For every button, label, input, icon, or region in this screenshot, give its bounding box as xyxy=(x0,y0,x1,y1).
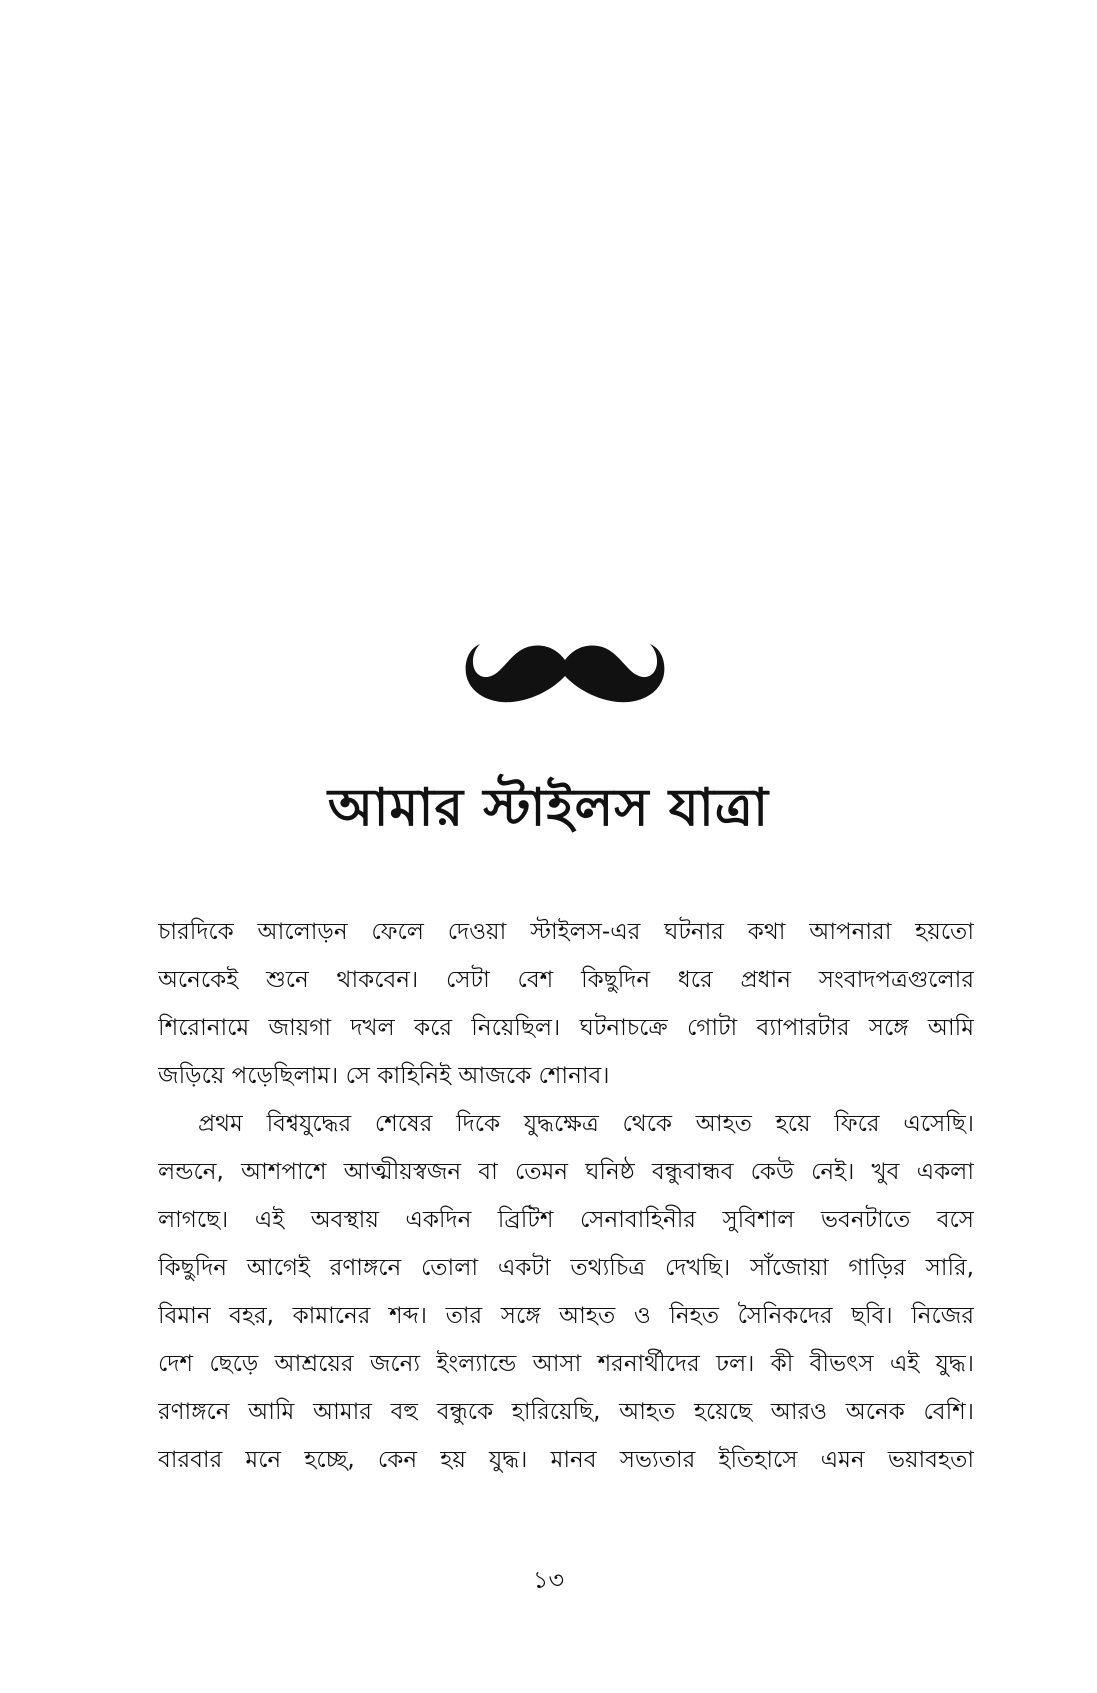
mustache-icon xyxy=(460,630,670,710)
chapter-body xyxy=(158,908,974,1484)
text-line: বিমান বহর, কামানের শব্দ। তার সঙ্গে আহত ও নিহত সৈনিকদের ছবি। নিজের xyxy=(158,1303,974,1329)
text-line: রণাঙ্গনে আমি আমার বহু বন্ধুকে হারিয়েছি, আহত হয়েছে আরও অনেক বেশি। xyxy=(158,1399,974,1425)
text-line: লাগছে। এই অবস্থায় একদিন ব্রিটিশ সেনাবাহিনীর সুবিশাল ভবনটাতে বসে xyxy=(158,1207,974,1233)
text-line: বারবার মনে হচ্ছে, কেন হয় যুদ্ধ। মানব সভ্যতার ইতিহাসে এমন ভয়াবহতা xyxy=(158,1447,974,1473)
text-line: অনেকেই শুনে থাকবেন। সেটা বেশ কিছুদিন ধরে প্রধান সংবাদপত্রগুলোর xyxy=(158,967,974,993)
text-line: কিছুদিন আগেই রণাঙ্গনে তোলা একটা তথ্যচিত্র দেখছি। সাঁজোয়া গাড়ির সারি, xyxy=(158,1255,974,1281)
paragraph-2 xyxy=(158,1100,974,1484)
paragraph-1 xyxy=(158,908,974,1100)
chapter-title: আমার স্টাইলস যাত্রা xyxy=(327,777,770,838)
page-number: ১৩ xyxy=(532,1566,565,1594)
text-line: শিরোনামে জায়গা দখল করে নিয়েছিল। ঘটনাচক্রে গোটা ব্যাপারটার সঙ্গে আমি xyxy=(158,1015,974,1041)
text-line: লন্ডনে, আশপাশে আত্মীয়স্বজন বা তেমন ঘনিষ্ঠ বন্ধুবান্ধব কেউ নেই। খুব একলা xyxy=(158,1159,974,1185)
text-line: প্রথম বিশ্বযুদ্ধের শেষের দিকে যুদ্ধক্ষেত্র থেকে আহত হয়ে ফিরে এসেছি। xyxy=(198,1111,974,1137)
mustache-shape xyxy=(466,644,665,702)
text-line: চারদিকে আলোড়ন ফেলে দেওয়া স্টাইলস-এর ঘটনার কথা আপনারা হয়তো xyxy=(158,919,974,945)
text-line: দেশ ছেড়ে আশ্রয়ের জন্যে ইংল্যান্ডে আসা শরনার্থীদের ঢল। কী বীভৎস এই যুদ্ধ। xyxy=(158,1351,974,1377)
text-line: জড়িয়ে পড়েছিলাম। সে কাহিনিই আজকে শোনাব। xyxy=(158,1063,610,1089)
